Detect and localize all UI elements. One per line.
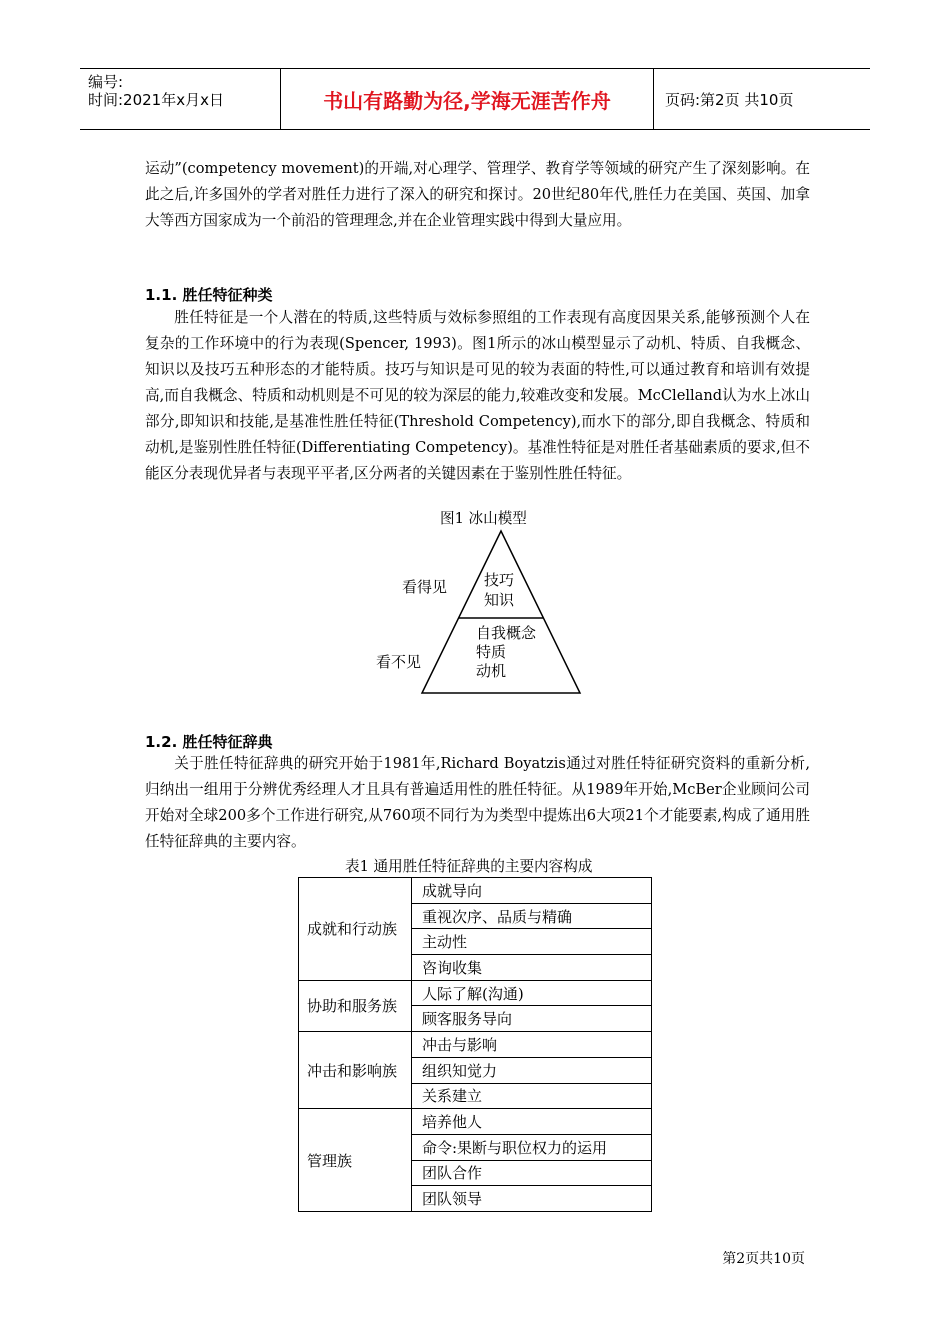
iceberg-item-motive: 动机 [476, 662, 507, 680]
item-cell: 人际了解(沟通) [412, 980, 652, 1006]
iceberg-item-trait: 特质 [476, 643, 507, 661]
table-row [299, 1032, 652, 1058]
section-heading-1-2: 1.2. 胜任特征辞典 [145, 733, 273, 751]
item-cell: 成就导向 [412, 878, 652, 904]
section-1-2-paragraph: 关于胜任特征辞典的研究开始于1981年,Richard Boyatzis通过对胜任特征研究资料的重新分析,归纳出一组用于分辨优秀经理人才且具有普遍适用性的胜任特征。从1989年开始,McBer企业顾问公司开始对全球200多个工作进行研究,从760项不同行为为类型中提炼出6大项21个才能要素,构成了通用胜任特征辞典的主要内容。 [145, 755, 810, 850]
item-cell: 关系建立 [412, 1083, 652, 1109]
table-row [299, 980, 652, 1006]
visible-label: 看得见 [402, 578, 448, 596]
time-label: 时间:2021年x月x日 [88, 91, 224, 109]
item-cell: 团队领导 [412, 1186, 652, 1212]
iceberg-item-skill: 技巧 [484, 571, 515, 589]
header-motto: 书山有路勤为径,学海无涯苦作舟 [281, 69, 654, 129]
figure-caption: 图1 冰山模型 [440, 510, 527, 527]
item-cell: 命令:果断与职位权力的运用 [412, 1134, 652, 1160]
family-cell: 成就和行动族 [299, 878, 412, 981]
iceberg-item-self-concept: 自我概念 [476, 624, 537, 642]
section-1-1-paragraph: 胜任特征是一个人潜在的特质,这些特质与效标参照组的工作表现有高度因果关系,能够预测个人在复杂的工作环境中的行为表现(Spencer, 1993)。图1所示的冰山模型显示了动机、特质、自我概念、知识以及技巧五种形态的才能特质。技巧与知识是可见的较为表面的特性,可以通过教育和培训有效提高,而自我概念、特质和动机则是不可见的较为深层的能力,较难改变和发展。McClelland认为水上冰山部分,即知识和技能,是基准性胜任特征(Threshold Competency),而水下的部分,即自我概念、特质和动机,是鉴别性胜任特征(Differentiating Competency)。基准性特征是对胜任者基础素质的要求,但不能区分表现优异者与表现平平者,区分两者的关键因素在于鉴别性胜任特征。 [145, 309, 810, 482]
item-cell: 团队合作 [412, 1160, 652, 1186]
item-cell: 重视次序、品质与精确 [412, 903, 652, 929]
competency-table [298, 877, 652, 1212]
table-row [299, 878, 652, 904]
header-page-label: 页码:第2页 共10页 [665, 90, 794, 109]
item-cell: 咨询收集 [412, 955, 652, 981]
table-row [299, 1109, 652, 1135]
intro-paragraph: 运动”(competency movement)的开端,对心理学、管理学、教育学等领域的研究产生了深刻影响。在此之后,许多国外的学者对胜任力进行了深入的研究和探讨。20世纪80年代,胜任力在美国、英国、加拿大等西方国家成为一个前沿的管理理念,并在企业管理实践中得到大量应用。 [145, 160, 810, 229]
iceberg-item-knowledge: 知识 [484, 591, 515, 609]
item-cell: 冲击与影响 [412, 1032, 652, 1058]
page-header [80, 68, 870, 130]
table-caption: 表1 通用胜任特征辞典的主要内容构成 [345, 858, 593, 875]
item-cell: 培养他人 [412, 1109, 652, 1135]
item-cell: 主动性 [412, 929, 652, 955]
section-heading-1-1: 1.1. 胜任特征种类 [145, 286, 273, 304]
invisible-label: 看不见 [376, 653, 422, 671]
family-cell: 管理族 [299, 1109, 412, 1212]
item-cell: 组织知觉力 [412, 1057, 652, 1083]
page-footer: 第2页共10页 [722, 1251, 805, 1267]
family-cell: 协助和服务族 [299, 980, 412, 1031]
item-cell: 顾客服务导向 [412, 1006, 652, 1032]
header-meta [80, 69, 281, 129]
family-cell: 冲击和影响族 [299, 1032, 412, 1109]
number-label: 编号: [88, 73, 124, 91]
